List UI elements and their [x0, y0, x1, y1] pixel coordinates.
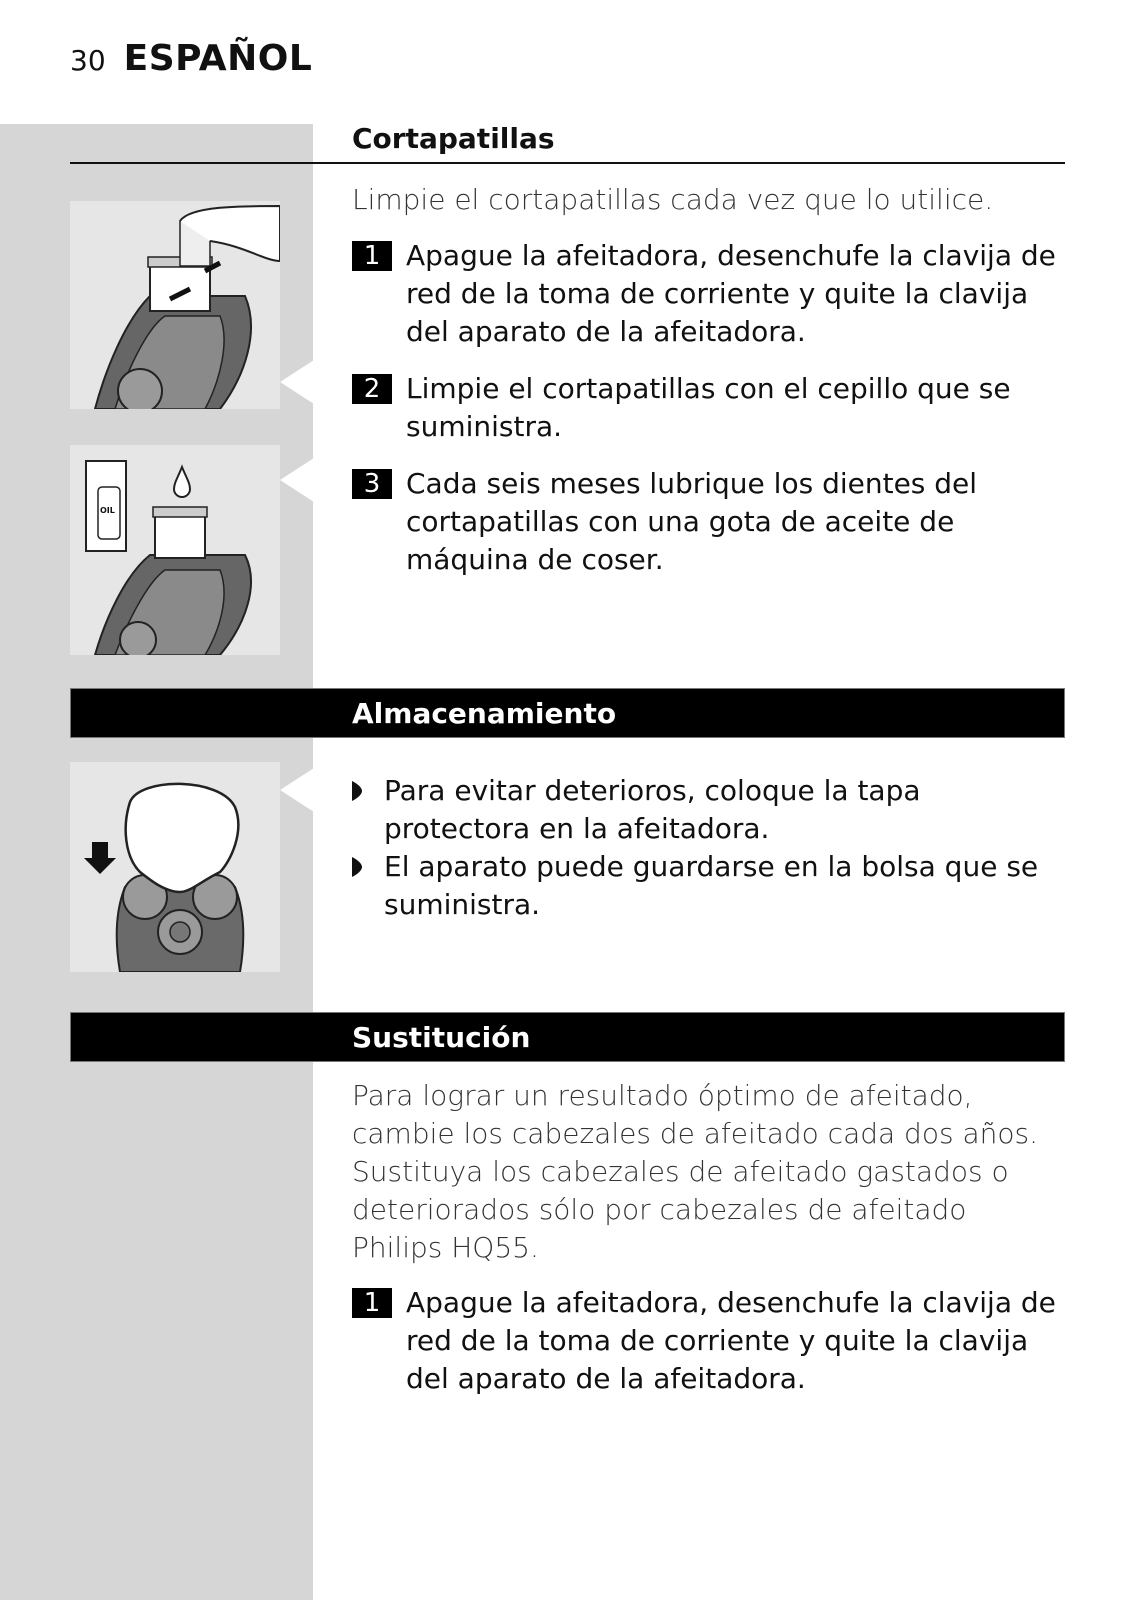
- cortapatillas-step-1: [352, 237, 1062, 351]
- step-number: 1: [352, 241, 392, 271]
- callout-pointer: [280, 458, 314, 502]
- step-text: Apague la afeitadora, desenchufe la clavija de red de la toma de corriente y quite la clavija del aparato de la afeitadora.: [406, 1286, 1056, 1395]
- step-text: Limpie el cortapatillas con el cepillo que se suministra.: [406, 372, 1011, 443]
- cortapatillas-step-2: [352, 370, 1062, 446]
- section-title-almacenamiento: Almacenamiento: [352, 697, 617, 730]
- sustitucion-intro-1: Para lograr un resultado óptimo de afeitado, cambie los cabezales de afeitado cada dos años.: [352, 1079, 1038, 1150]
- page-number: 30: [70, 44, 106, 77]
- step-number: 3: [352, 469, 392, 499]
- step-text: Cada seis meses lubrique los dientes del cortapatillas con una gota de aceite de máquina de coser.: [406, 467, 978, 576]
- shaver-brush-icon: [70, 201, 280, 409]
- sustitucion-intro-2: Sustituya los cabezales de afeitado gastados o deteriorados sólo por cabezales de afeitado Philips HQ55.: [352, 1155, 1009, 1264]
- bullet-icon: [352, 857, 362, 877]
- cortapatillas-intro: Limpie el cortapatillas cada vez que lo utilice.: [352, 183, 994, 216]
- callout-pointer: [280, 768, 314, 812]
- bullet-text: El aparato puede guardarse en la bolsa que se suministra.: [384, 850, 1039, 921]
- oil-bottle-icon: [70, 445, 280, 655]
- trimmer-brush-illustration: [70, 201, 280, 409]
- section-title-cortapatillas: Cortapatillas: [352, 122, 555, 155]
- oil-label: OIL: [100, 506, 115, 515]
- almacenamiento-bullet-1: [352, 772, 1062, 848]
- cortapatillas-step-3: [352, 465, 1062, 579]
- step-text: Apague la afeitadora, desenchufe la clavija de red de la toma de corriente y quite la clavija del aparato de la afeitadora.: [406, 239, 1056, 348]
- section-rule: [70, 162, 1065, 164]
- language-title: ESPAÑOL: [123, 38, 313, 79]
- sustitucion-step-1: [352, 1284, 1062, 1398]
- shaver-cap-icon: [70, 762, 280, 972]
- bullet-text: Para evitar deterioros, coloque la tapa protectora en la afeitadora.: [384, 774, 921, 845]
- bullet-icon: [352, 781, 362, 801]
- callout-pointer: [280, 360, 314, 404]
- protective-cap-illustration: [70, 762, 280, 972]
- step-number: 1: [352, 1288, 392, 1318]
- page-header: [70, 38, 312, 88]
- almacenamiento-bullet-2: [352, 848, 1062, 924]
- step-number: 2: [352, 374, 392, 404]
- section-bar-almacenamiento: [70, 688, 1065, 738]
- section-title-sustitucion: Sustitución: [352, 1021, 531, 1054]
- section-bar-sustitucion: [70, 1012, 1065, 1062]
- trimmer-oil-illustration: [70, 445, 280, 655]
